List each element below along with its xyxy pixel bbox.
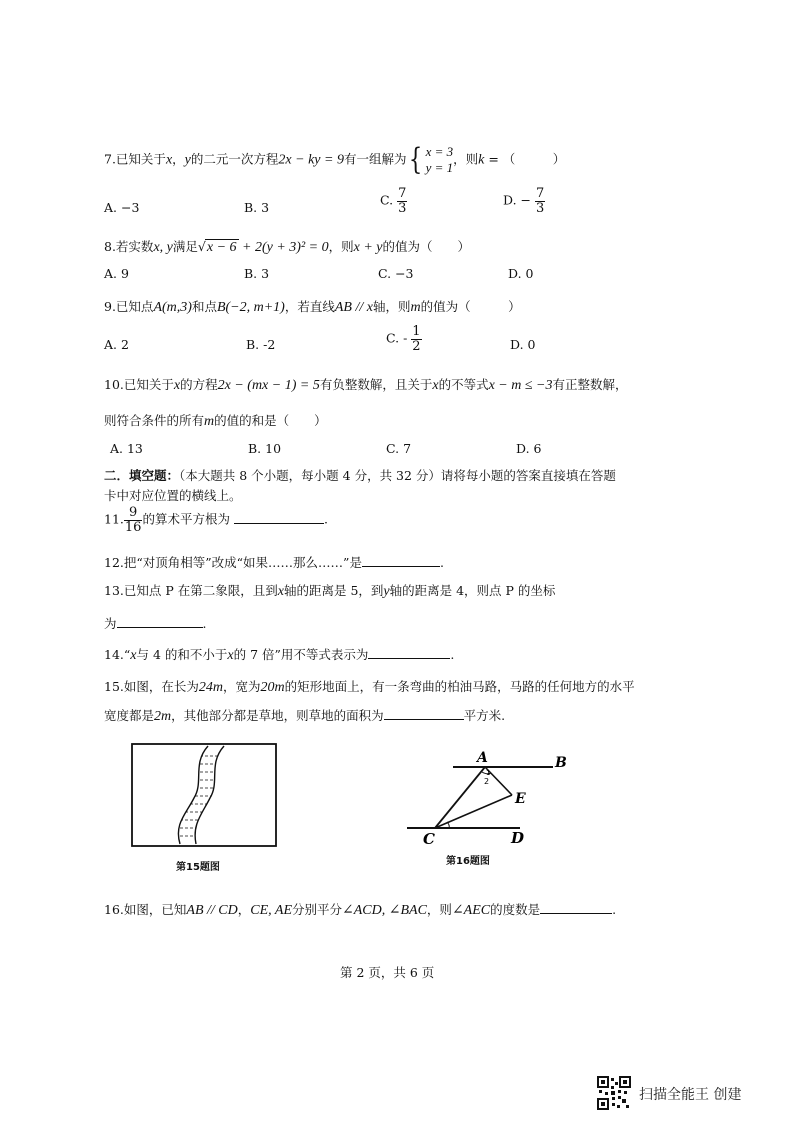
question-16: 16.如图，已知AB // CD，CE, AE分别平分∠ACD, ∠BAC，则∠AEC的度数是 . [104,902,617,918]
question-13-line-1: 13.已知点 P 在第二象限，且到x轴的距离是 5，到y轴的距离是 4，则点 P 的坐标 [104,583,556,599]
road-left-edge [178,746,208,844]
q14-answer-blank[interactable] [368,646,450,659]
question-10-line-1: 10.已知关于x的方程2x − (mx − 1) = 5有负整数解，且关于x的不等式x − m ≤ −3有正整数解， [104,377,628,393]
segment-ac [435,767,485,828]
question-12: 12.把“对顶角相等”改成“如果……那么……”是 . [104,555,444,570]
q9-option-b: B. -2 [246,337,276,352]
q10-option-b: B. 10 [248,441,282,456]
q8-option-b: B. 3 [244,266,270,281]
equation: 2x − ky = 9 [278,152,344,168]
system-brace: { [409,142,423,177]
question-13-line-2: 为 . [104,616,207,631]
segment-ce [435,795,512,828]
question-8-stem: 8.若实数x, y满足√x − 6 + 2(y + 3)² = 0，则x + y的值为（ ） [104,239,471,255]
label-e: E [515,791,526,807]
section-2-title: 二．填空题： [104,468,180,483]
question-14: 14.“x与 4 的和不小于x的 7 倍”用不等式表示为 . [104,647,455,663]
solution-system: x = 3 y = 1 [425,144,454,175]
label-b: B [555,755,567,771]
watermark-text: 扫描全能王 创建 [639,1087,742,1103]
q11-answer-blank[interactable] [234,511,324,524]
q16-answer-blank[interactable] [540,901,612,914]
rect-ground [132,744,276,846]
q7-option-b: B. 3 [244,200,270,215]
q7-option-a: A. −3 [104,200,140,215]
q15-answer-blank[interactable] [384,707,464,720]
section-2-header [104,466,616,484]
section-2-desc: （本大题共 8 个小题，每小题 4 分，共 32 分）请将每小题的答案直接填在答题 [179,468,616,483]
sqrt-sign: √ [197,239,206,254]
q10-option-a: A. 13 [110,441,143,456]
fraction-9-16: $\frac{9}{16}$ [124,505,142,535]
q10-option-c: C. 7 [386,441,412,456]
label-d: D [511,829,525,847]
q8-option-c: C. −3 [378,266,414,281]
q9-option-d: D. 0 [510,337,536,352]
label-c: C [423,830,435,848]
label-angle-1: 1 [486,769,491,777]
question-9-stem: 9.已知点A(m,3)和点B(−2, m+1)，若直线AB // x轴，则m的值为（ ） [104,299,521,315]
q7-option-c: C. $\frac{7}{3}$ [380,186,407,216]
figure-15 [130,742,280,850]
question-10-line-2: 则符合条件的所有m的值的和是（ ） [104,413,327,429]
q10-option-d: D. 6 [516,441,542,456]
qr-code-icon [597,1076,631,1110]
section-2-desc-line-2: 卡中对应位置的横线上。 [104,488,242,503]
page-footer: 第 2 页，共 6 页 [340,965,435,980]
figure-16 [405,748,575,848]
figure-16-caption: 第16题图 [446,856,490,867]
q9-option-c: C. - $\frac{1}{2}$ [386,324,421,354]
figure-15-caption: 第15题图 [176,862,220,873]
q13-answer-blank[interactable] [117,615,203,628]
label-a: A [477,750,488,766]
question-11: 11. $\frac{9}{16}$ 的算术平方根为 . [104,505,328,535]
q9-option-a: A. 2 [104,337,129,352]
question-7-stem: 7.已知关于x，y的二元一次方程2x − ky = 9有一组解为{ x = 3 y = 1 ，则k = （ ） [104,142,566,177]
question-15-line-1: 15.如图，在长为24m，宽为20m的矩形地面上，有一条弯曲的柏油马路，马路的任何地方的水平 [104,679,635,695]
label-angle-2: 2 [484,777,490,786]
q7-option-d: D. − $\frac{7}{3}$ [503,186,545,216]
q12-answer-blank[interactable] [362,554,440,567]
q8-option-a: A. 9 [104,266,129,281]
question-15-line-2: 宽度都是2m，其他部分都是草地，则草地的面积为 平方米. [104,708,506,724]
q8-option-d: D. 0 [508,266,534,281]
